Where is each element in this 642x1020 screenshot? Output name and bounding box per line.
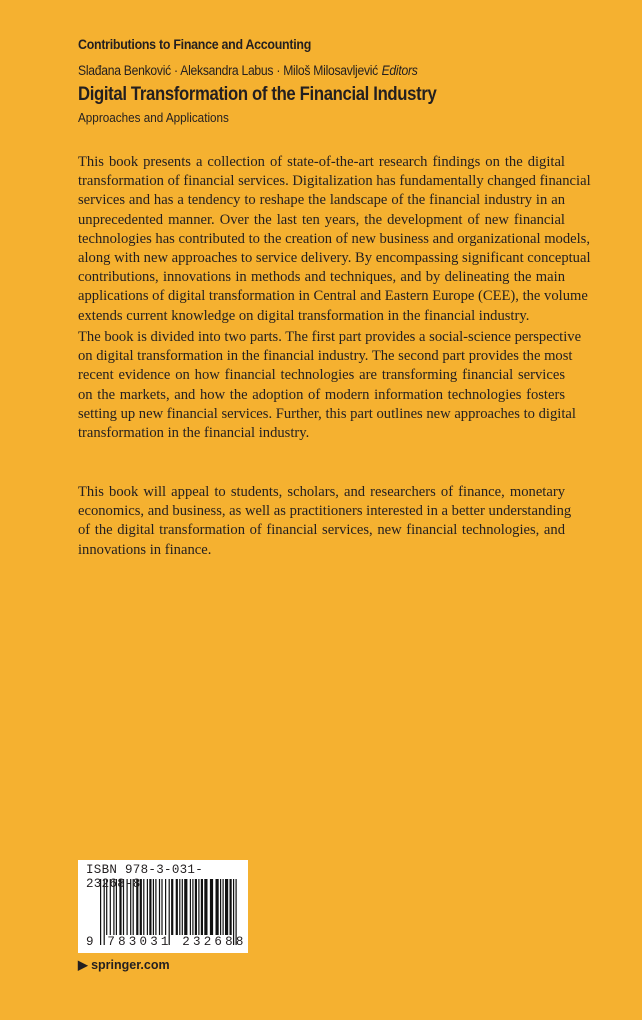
- text-line: This book will appeal to students, scholars, and researchers of finance, monetary: [78, 484, 565, 500]
- text-line: This book presents a collection of state-of-the-art research findings on the digital: [78, 154, 565, 170]
- text-line: extends current knowledge on digital transformation in the financial industry.: [78, 307, 530, 324]
- text-line: applications of digital transformation in Central and Eastern Europe (CEE), the volume: [78, 288, 588, 305]
- editor-names: Slađana Benković · Aleksandra Labus · Miloš Milosavljević: [78, 63, 378, 78]
- text-line: along with new approaches to service delivery. By encompassing significant conceptual: [78, 249, 591, 266]
- publisher-link[interactable]: [78, 957, 170, 972]
- text-line: The book is divided into two parts. The first part provides a social-science perspective: [78, 329, 582, 345]
- text-line: transformation in the financial industry.: [78, 424, 310, 441]
- text-line: setting up new financial services. Further, this part outlines new approaches to digital: [78, 405, 576, 422]
- text-line: of the digital transformation of financial services, new financial technologies, and: [78, 522, 565, 539]
- arrow-icon: ▶: [78, 958, 92, 972]
- publisher-link-text: springer.com: [91, 958, 170, 972]
- description-paragraph-3: [78, 483, 572, 560]
- description-paragraph-2: [78, 328, 582, 443]
- text-line: unprecedented manner. Over the last ten years, the development of new financial: [78, 211, 565, 228]
- book-title: Digital Transformation of the Financial Industry: [78, 84, 437, 105]
- text-line: on the markets, and how the adoption of modern information technologies fosters: [78, 386, 565, 403]
- series-name: Contributions to Finance and Accounting: [78, 37, 312, 52]
- isbn-barcode: [78, 860, 248, 953]
- text-line: technologies has contributed to the creation of new business and organizational models,: [78, 230, 590, 247]
- text-line: innovations in finance.: [78, 541, 212, 558]
- barcode-digits: 9 783031 232688: [86, 935, 247, 949]
- text-line: on digital transformation in the financial industry. The second part provides the most: [78, 348, 573, 365]
- editors: [78, 63, 418, 78]
- editors-role: Editors: [381, 63, 418, 78]
- isbn-label: ISBN 978-3-031-23268-8: [86, 863, 204, 891]
- text-line: recent evidence on how financial technologies are transforming financial services: [78, 367, 565, 384]
- description-paragraph-1: [78, 153, 591, 326]
- book-subtitle: Approaches and Applications: [78, 110, 229, 125]
- text-line: economics, and business, as well as practitioners interested in a better understanding: [78, 503, 572, 520]
- text-line: transformation of financial services. Digitalization has fundamentally changed financial: [78, 173, 591, 190]
- text-line: contributions, innovations in methods and techniques, and by delineating the main: [78, 269, 565, 286]
- text-line: services and has a tendency to reshape the landscape of the financial industry in an: [78, 192, 565, 209]
